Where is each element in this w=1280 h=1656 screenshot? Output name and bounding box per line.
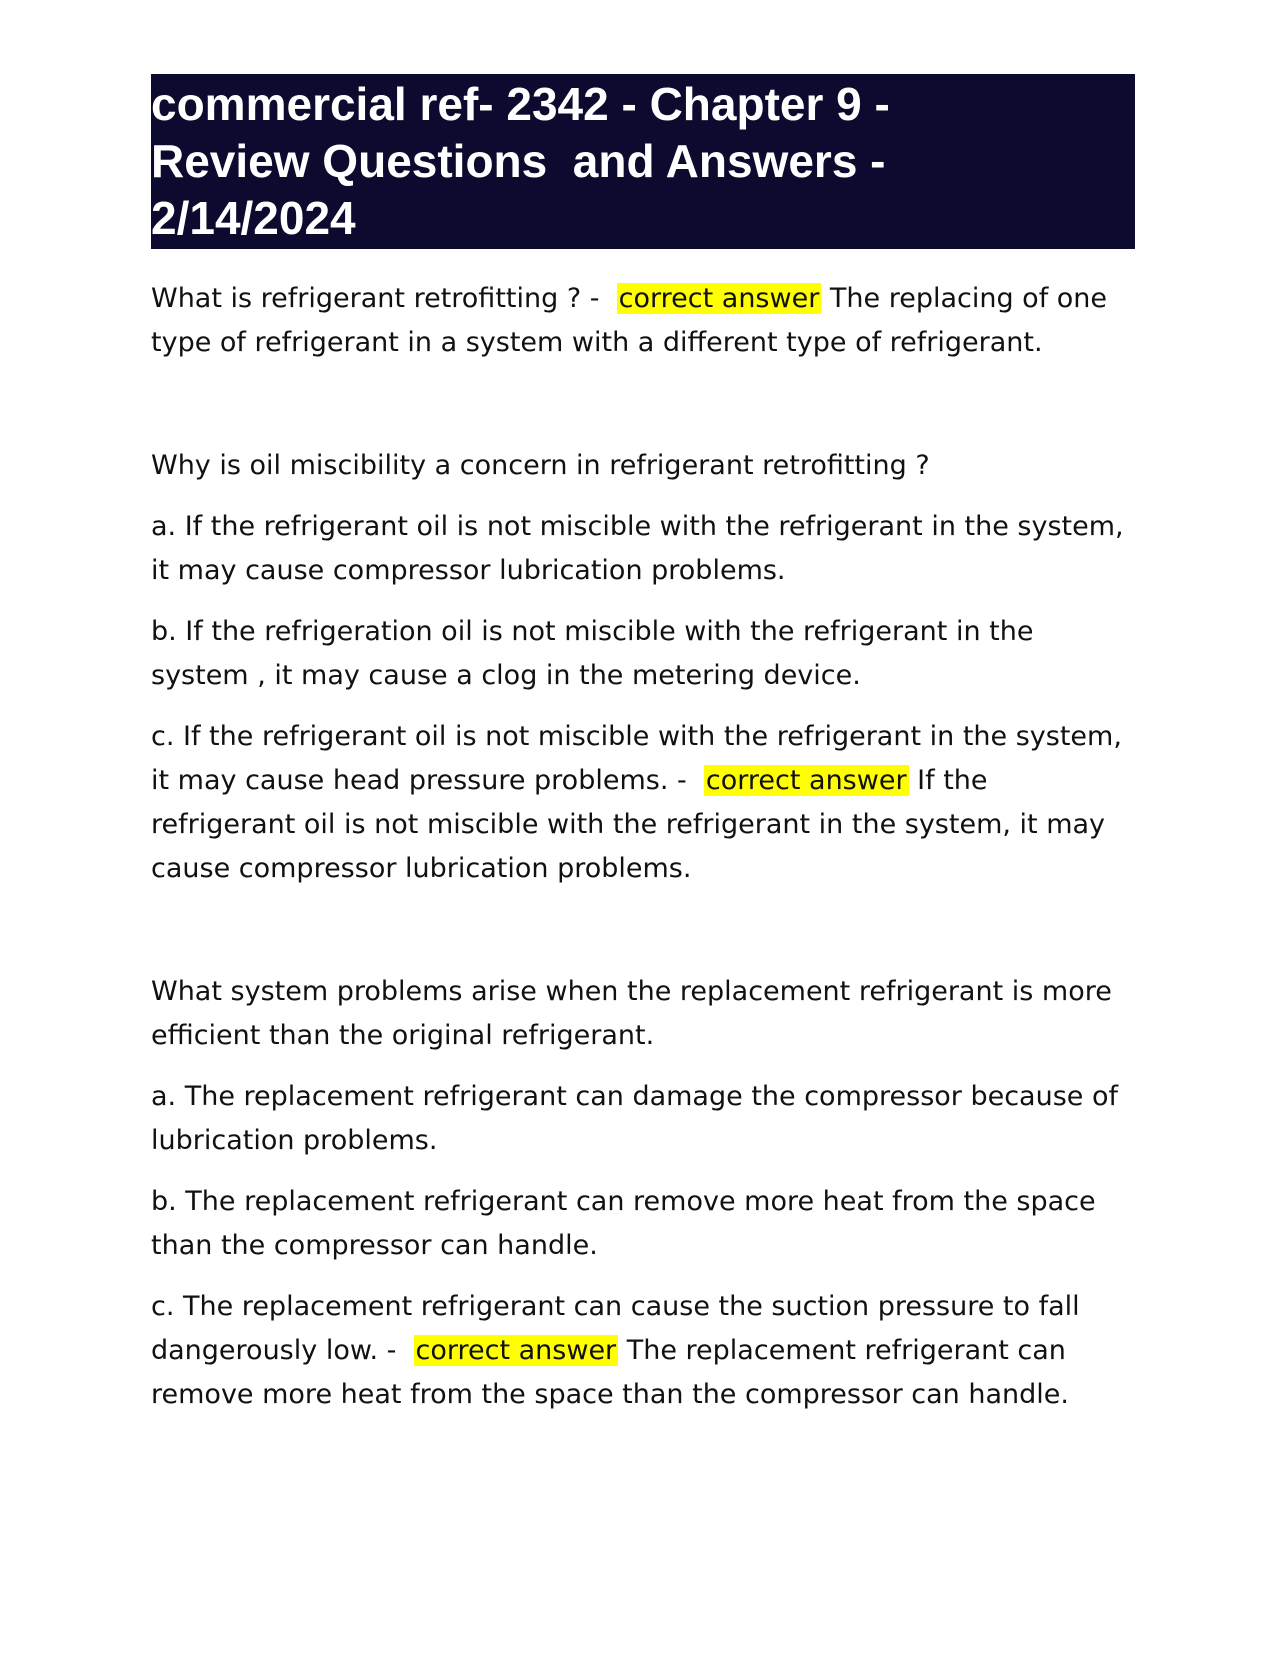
answer-1-text: The replacing of one type of refrigerant in a system with a different type of refrigerant. xyxy=(151,283,1116,358)
document-body xyxy=(151,277,1135,1417)
question-3-option-c xyxy=(151,1285,1135,1417)
option-c-text: c. If the refrigerant oil is not miscible with the refrigerant in the system, it may cause head pressure problems. - xyxy=(151,721,1131,796)
spacer xyxy=(151,382,1135,444)
question-3-option-b: b. The replacement refrigerant can remove more heat from the space than the compressor can handle. xyxy=(151,1186,1105,1261)
correct-answer-highlight: correct answer xyxy=(618,283,820,314)
question-1-text: What is refrigerant retrofitting ? - xyxy=(151,283,617,314)
option-c-text: c. The replacement refrigerant can cause the suction pressure to fall dangerously low. - xyxy=(151,1291,1089,1366)
question-block-1 xyxy=(151,277,1135,365)
question-1 xyxy=(151,277,1135,365)
spacer xyxy=(151,908,1135,970)
answer-3-text: The replacement refrigerant can remove more heat from the space than the compressor can handle. xyxy=(151,1335,1075,1410)
question-2: Why is oil miscibility a concern in refrigerant retrofitting ? xyxy=(151,450,930,481)
question-block-2 xyxy=(151,444,1135,891)
correct-answer-highlight: correct answer xyxy=(705,765,907,796)
question-3: What system problems arise when the replacement refrigerant is more efficient than the original refrigerant. xyxy=(151,976,1121,1051)
question-2-option-c xyxy=(151,715,1135,891)
question-block-3 xyxy=(151,970,1135,1417)
question-2-option-b: b. If the refrigeration oil is not miscible with the refrigerant in the system , it may cause a clog in the metering device. xyxy=(151,616,1043,691)
correct-answer-highlight: correct answer xyxy=(415,1335,617,1366)
question-3-option-a: a. The replacement refrigerant can damage the compressor because of lubrication problems. xyxy=(151,1081,1127,1156)
answer-2-text: If the refrigerant oil is not miscible with the refrigerant in the system, it may cause compressor lubrication problems. xyxy=(151,765,1114,884)
question-2-option-a: a. If the refrigerant oil is not miscible with the refrigerant in the system, it may cause compressor lubrication problems. xyxy=(151,511,1133,586)
document-page xyxy=(151,74,1135,1434)
document-title: commercial ref- 2342 - Chapter 9 - Review Questions and Answers - 2/14/2024 xyxy=(151,74,1135,249)
